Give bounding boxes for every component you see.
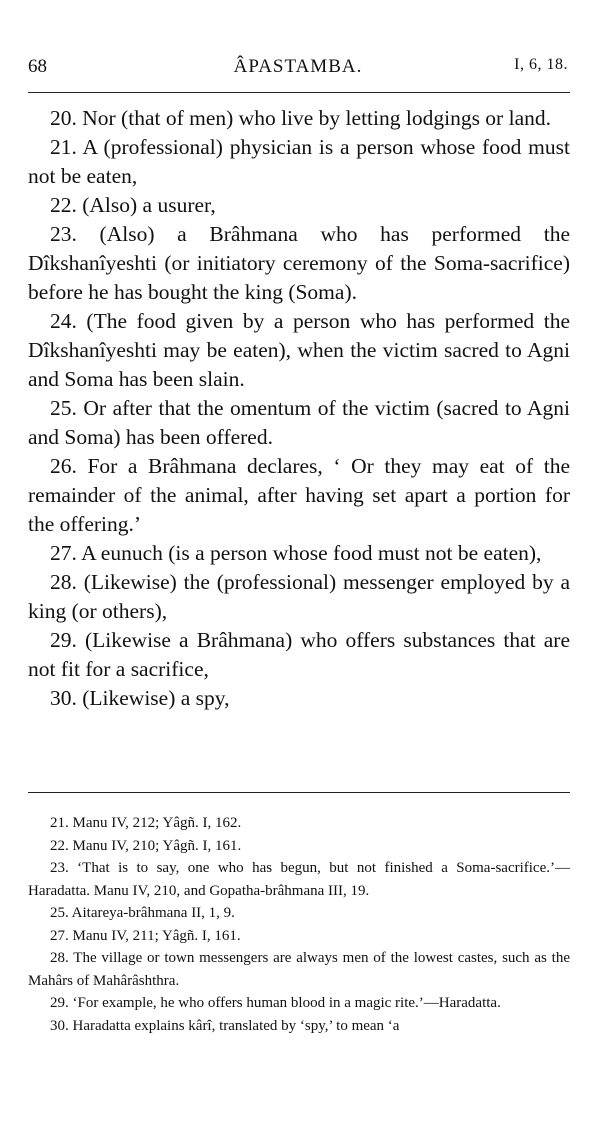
sutra-29: 29. (Likewise a Brâhmana) who offers substances that are not fit for a sacrifice, [28, 628, 570, 681]
sutra-24: 24. (The food given by a person who has performed the Dîkshanîyeshti may be eaten), when the victim sacred to Agni and Soma has been slain. [28, 309, 570, 391]
running-header [28, 56, 568, 82]
footnote-22: 22. Manu IV, 210; Yâgñ. I, 161. [50, 837, 242, 854]
footnote-30: 30. Haradatta explains kârî, translated by ‘spy,’ to mean ‘a [50, 1017, 400, 1034]
sutra-20: 20. Nor (that of men) who live by letting lodgings or land. [50, 106, 551, 130]
footnote-rule [28, 792, 570, 793]
sutra-21: 21. A (professional) physician is a person whose food must not be eaten, [28, 135, 570, 188]
page-number: 68 [28, 56, 47, 77]
sutra-23: 23. (Also) a Brâhmana who has performed the Dîkshanîyeshti (or initiatory ceremony of the Soma-sacrifice) before he has bought the king (Soma). [28, 222, 570, 304]
footnote-23: 23. ‘That is to say, one who has begun, but not finished a Soma-sacrifice.’—Haradatta. Manu IV, 210, and Gopatha-brâhmana III, 19. [28, 860, 570, 899]
main-text [28, 104, 570, 713]
sutra-30: 30. (Likewise) a spy, [50, 686, 230, 710]
sutra-22: 22. (Also) a usurer, [50, 193, 216, 217]
footnotes [28, 812, 570, 1037]
sutra-28: 28. (Likewise) the (professional) messenger employed by a king (or others), [28, 570, 570, 623]
footnote-27: 27. Manu IV, 211; Yâgñ. I, 161. [50, 927, 241, 944]
footnote-29: 29. ‘For example, he who offers human blood in a magic rite.’—Haradatta. [50, 995, 501, 1011]
sutra-26: 26. For a Brâhmana declares, ‘ Or they may eat of the remainder of the animal, after having set apart a portion for the offering.’ [28, 454, 570, 536]
footnote-21: 21. Manu IV, 212; Yâgñ. I, 162. [50, 815, 242, 831]
section-reference: I, 6, 18. [514, 56, 568, 73]
footnote-28: 28. The village or town messengers are always men of the lowest castes, such as the Mahârs of Mahârâshthra. [28, 950, 570, 989]
sutra-27: 27. A eunuch (is a person whose food must not be eaten), [50, 541, 542, 565]
header-rule [28, 92, 570, 93]
running-title: ÂPASTAMBA. [233, 56, 363, 77]
sutra-25: 25. Or after that the omentum of the victim (sacred to Agni and Soma) has been offered. [28, 396, 570, 449]
footnote-25: 25. Aitareya-brâhmana II, 1, 9. [50, 905, 235, 921]
